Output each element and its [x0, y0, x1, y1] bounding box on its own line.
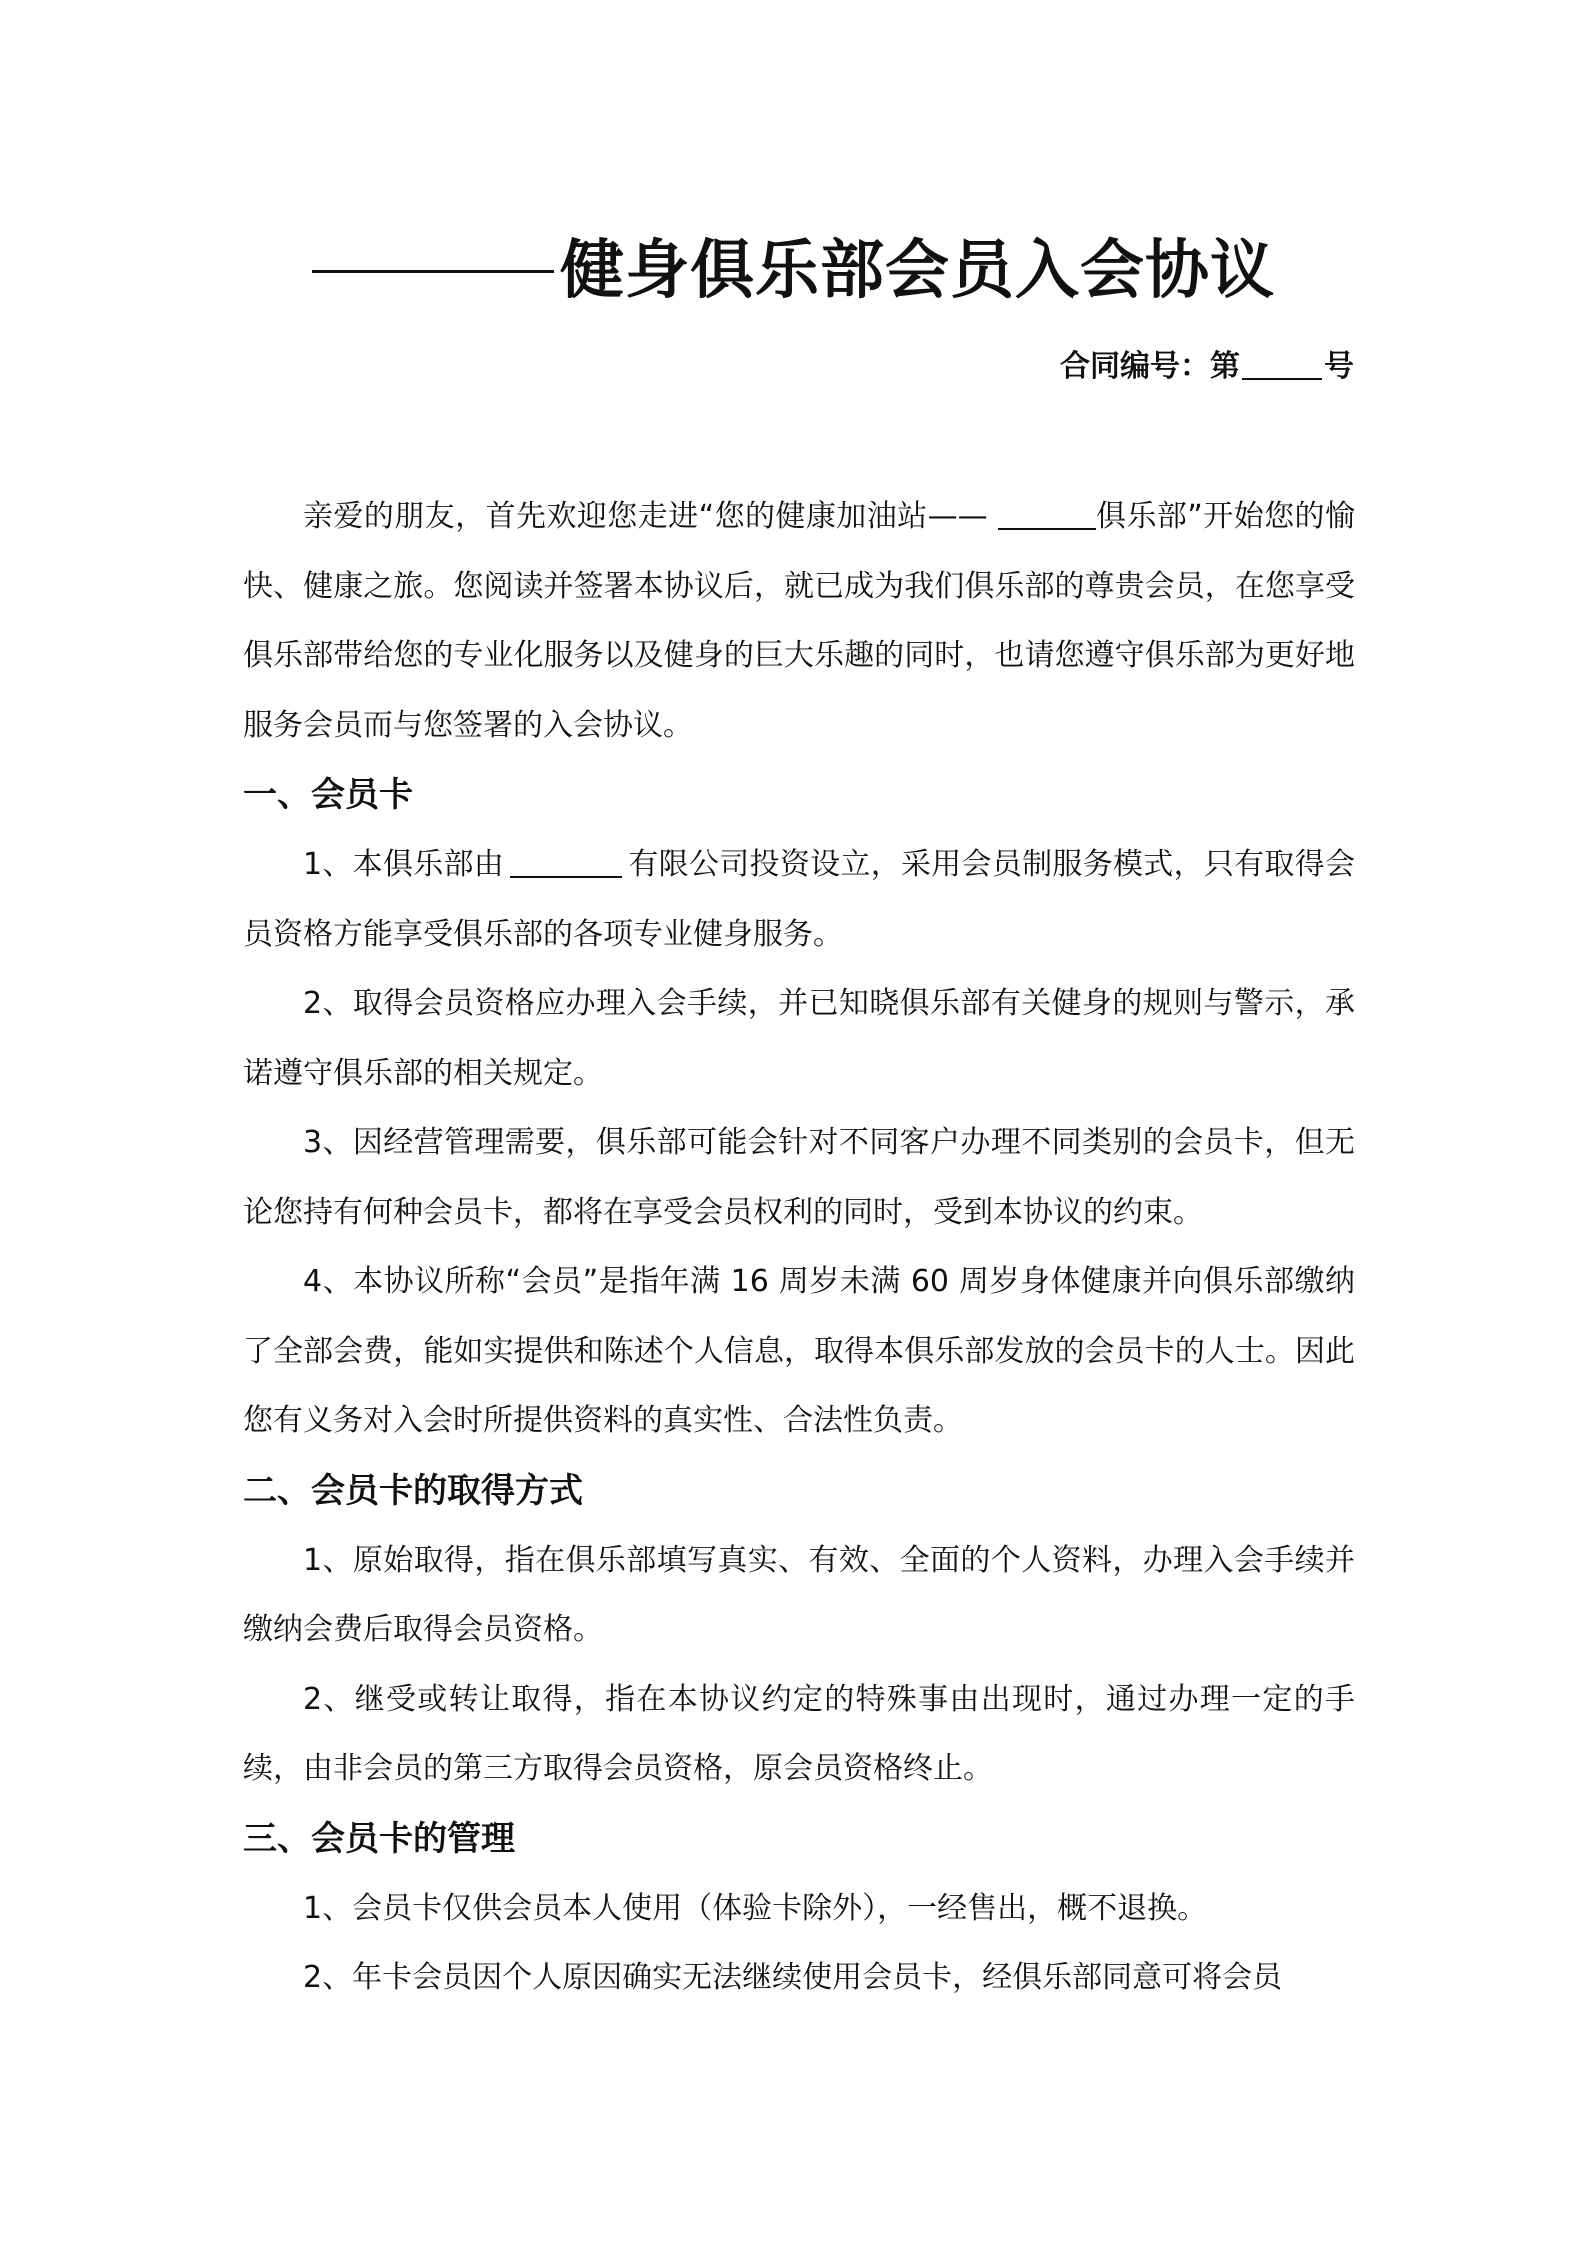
section-heading-card-acquisition: 二、会员卡的取得方式: [243, 1470, 583, 1511]
contract-number-blank: [1242, 350, 1322, 380]
section1-item1: [243, 830, 1355, 969]
section2-item1: 1、原始取得，指在俱乐部填写真实、有效、全面的个人资料，办理入会手续并缴纳会费后取得会员资格。: [243, 1542, 1355, 1647]
section1-item2: 2、取得会员资格应办理入会手续，并已知晓俱乐部有关健身的规则与警示，承诺遵守俱乐部的相关规定。: [243, 986, 1355, 1091]
section1-item3: 3、因经营管理需要，俱乐部可能会针对不同客户办理不同类别的会员卡，但无论您持有何种会员卡，都将在享受会员权利的同时，受到本协议的约束。: [243, 1125, 1355, 1230]
contract-number-suffix: 号: [1324, 349, 1354, 384]
section2-item2: 2、继受或转让取得，指在本协议约定的特殊事由出现时，通过办理一定的手续，由非会员的第三方取得会员资格，原会员资格终止。: [243, 1681, 1355, 1786]
document-body: [243, 482, 1355, 2013]
section1-item4: 4、本协议所称“会员”是指年满 16 周岁未满 60 周岁身体健康并向俱乐部缴纳了全部会费，能如实提供和陈述个人信息，取得本俱乐部发放的会员卡的人士。因此您有义务对入会时所提供资料的真实性、合法性负责。: [243, 1264, 1355, 1438]
club-name-blank: [998, 498, 1096, 530]
section-heading-membership-card: 一、会员卡: [243, 775, 413, 815]
title-row: [0, 178, 1586, 308]
section3-item1: 1、会员卡仅供会员本人使用（体验卡除外），一经售出，概不退换。: [303, 1890, 1208, 1926]
intro-text-part1: 亲爱的朋友，首先欢迎您走进“您的健康加油站——: [303, 499, 988, 534]
contract-number-prefix: 合同编号：第: [1060, 349, 1240, 384]
document-title: 健身俱乐部会员入会协议: [560, 233, 1275, 308]
section1-item1-part1: 1、本俱乐部由: [303, 847, 505, 882]
section-heading-card-management: 三、会员卡的管理: [243, 1818, 515, 1859]
contract-number: [1060, 345, 1354, 389]
section1-item1-part2: 有限公司投资设立，采用会员制服务模式，只有取得会员资格方能享受俱乐部的各项专业健身服务。: [243, 847, 1356, 952]
title-fill-blank: [312, 270, 554, 273]
intro-paragraph: [243, 482, 1355, 760]
company-name-blank: [510, 846, 622, 878]
intro-text-part2: 俱乐部”开始您的愉快、健康之旅。您阅读并签署本协议后，就已成为我们俱乐部的尊贵会员，在您享受俱乐部带给您的专业化服务以及健身的巨大乐趣的同时，也请您遵守俱乐部为更好地服务会员而与您签署的入会协议。: [243, 499, 1355, 743]
section3-item2: 2、年卡会员因个人原因确实无法继续使用会员卡，经俱乐部同意可将会员: [303, 1960, 1283, 1995]
